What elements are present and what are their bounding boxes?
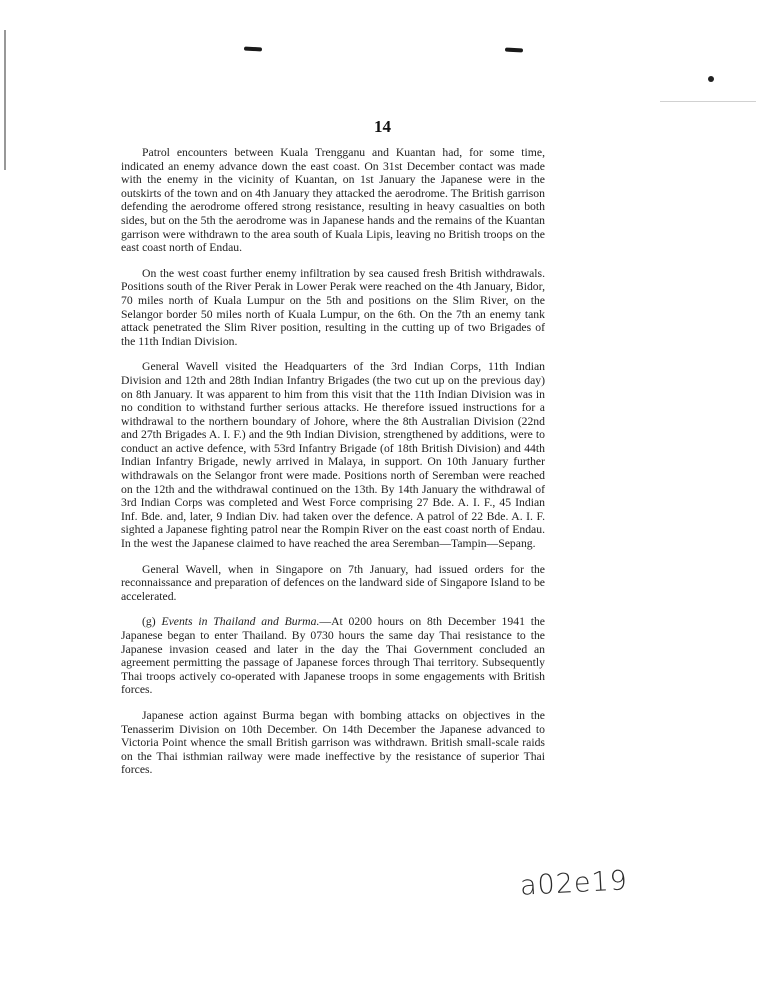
section-heading: Events in Thailand and Burma. [161, 615, 320, 629]
handwritten-annotation: a02e19 [519, 865, 629, 902]
paragraph: On the west coast further enemy infiltration by sea caused fresh British withdrawals. Positions south of the River Perak in Lower Perak were reached on the 4th January, Bidor, 70 miles north of Kuala Lumpur on the 5th and positions on the Slim River, on the Selangor border 50 miles north of Kuala Lumpur, on the 6th. On the 7th an enemy tank attack penetrated the Slim River position, resulting in the cutting up of two Brigades of the 11th Indian Division. [121, 266, 545, 348]
page-number: 14 [374, 117, 391, 136]
paragraph [121, 615, 545, 697]
punch-mark-left [244, 47, 262, 52]
paragraph: Patrol encounters between Kuala Trengganu and Kuantan had, for some time, indicated an enemy advance down the east coast. On 31st December contact was made with the enemy in the vicinity of Kuantan, on 1st January the Japanese were in the outskirts of the town and on 4th January they attacked the aerodrome. The British garrison defending the aerodrome offered strong resistance, resulting in heavy casualties on both sides, but on the 5th the aerodrome was in Japanese hands and the remains of the Kuantan garrison were withdrawn to the area south of Kuala Lipis, leaving no British troops on the east coast north of Endau. [121, 146, 545, 255]
paragraph: Japanese action against Burma began with bombing attacks on objectives in the Tenasserim Division on 10th December. On 14th December the Japanese advanced to Victoria Point whence the small British garrison was withdrawn. British small-scale raids on the Thai isthmian railway were made ineffective by the resistance of superior Thai forces. [121, 708, 545, 777]
paragraph: General Wavell visited the Headquarters of the 3rd Indian Corps, 11th Indian Division and 12th and 28th Indian Infantry Brigades (the two cut up on the previous day) on 8th January. It was apparent to him from this visit that the 11th Indian Division was in no condition to withstand further serious attacks. He therefore issued instructions for a withdrawal to the northern boundary of Johore, where the 8th Australian Division (22nd and 27th Brigades A. I. F.) and the 9th Indian Division, strengthened by additions, were to conduct an active defence, with 53rd Infantry Brigade (of 18th British Division) and 44th Indian Infantry Brigade, newly arrived in Malaya, in support. On 10th January further withdrawals on the Selangor front were made. Positions north of Seremban were reached on the 12th and the withdrawal continued on the 13th. By 14th January the withdrawal of 3rd Indian Corps was completed and West Force comprising 27 Bde. A. I. F., 45 Indian Inf. Bde. and, later, 9 Indian Div. had taken over the defence. A patrol of 22 Bde. A. I. F. sighted a Japanese fighting patrol near the Rompin River on the east coast north of Endau. In the west the Japanese claimed to have reached the area Seremban—Tampin—Sepang. [121, 360, 545, 551]
section-text: —At 0200 hours on 8th December 1941 the Japanese began to enter Thailand. By 0730 hours the same day Thai resistance to the Japanese invasion ceased and later in the day the Thai Government concluded an agreement permitting the passage of Japanese forces through Thai territory. Subsequently Thai troops actively co-operated with Japanese troops in some engagements with British forces. [121, 615, 545, 697]
punch-mark-right [505, 48, 523, 53]
ink-dot [708, 76, 714, 82]
paragraph: General Wavell, when in Singapore on 7th January, had issued orders for the reconnaissance and preparation of defences on the landward side of Singapore Island to be accelerated. [121, 562, 545, 603]
faint-mark [660, 101, 756, 102]
section-lead: (g) [142, 615, 162, 629]
body-text [121, 146, 545, 789]
scan-edge-mark [4, 30, 6, 170]
